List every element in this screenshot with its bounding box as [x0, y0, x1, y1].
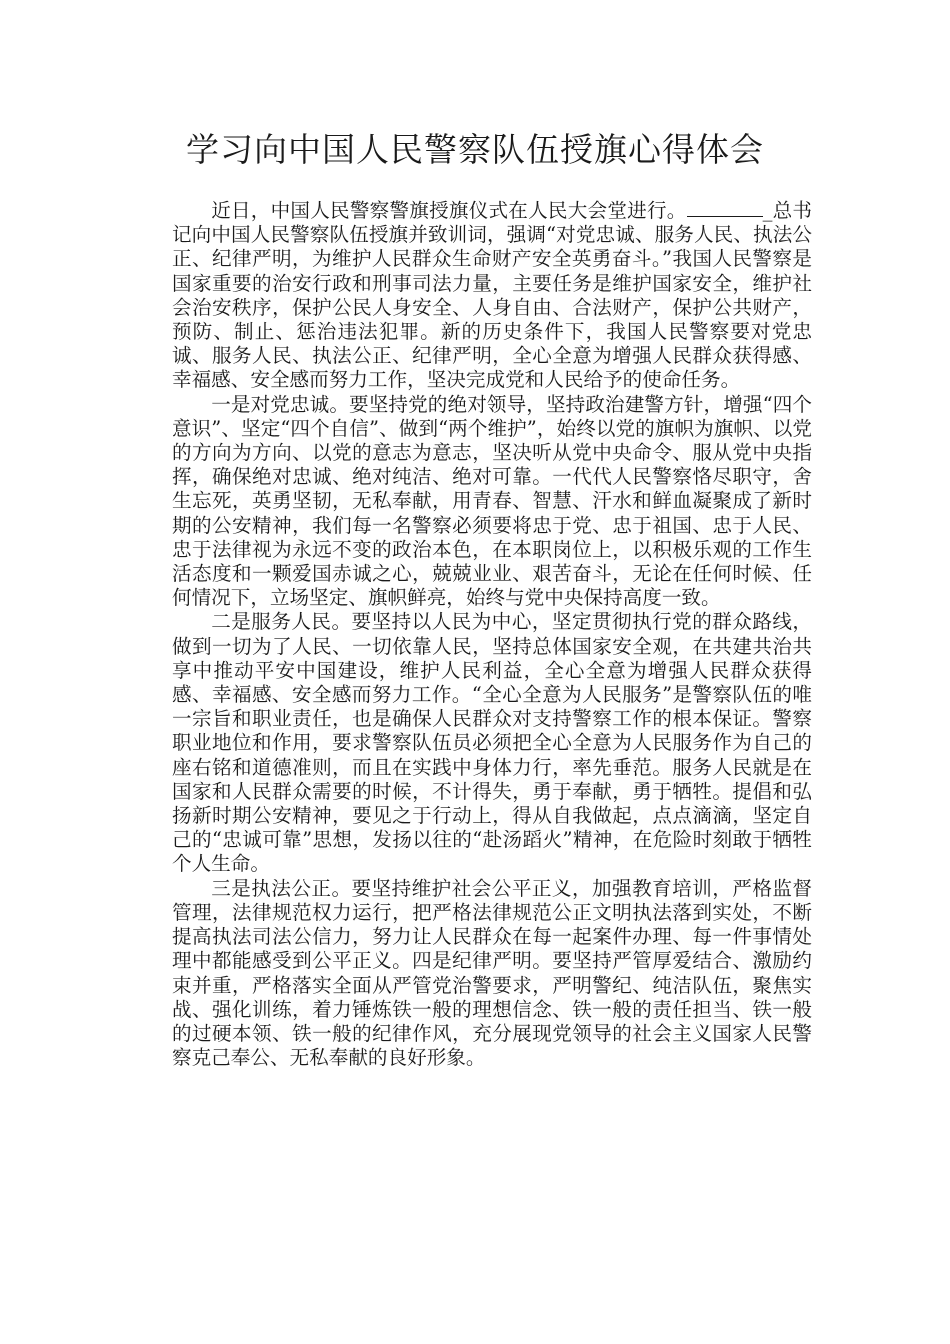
paragraph-intro: [172, 198, 812, 393]
paragraph-serve-people: 二是服务人民。要坚持以人民为中心，坚定贯彻执行党的群众路线，做到一切为了人民、一切依靠人民，坚持总体国家安全观，在共建共治共享中推动平安中国建设，维护人民利益，全心全意为增强人民群众获得感、幸福感、安全感而努力工作。“全心全意为人民服务”是警察队伍的唯一宗旨和职业责任，也是确保人民群众对支持警察工作的根本保证。警察职业地位和作用，要求警察队伍员必须把全心全意为人民服务作为自己的座右铭和道德准则，而且在实践中身体力行，率先垂范。服务人民就是在国家和人民群众需要的时候，不计得失，勇于奉献，勇于牺牲。提倡和弘扬新时期公安精神，要见之于行动上，得从自我做起，点点滴滴，坚定自己的“忠诚可靠”思想，发扬以往的“赴汤蹈火”精神，在危险时刻敢于牺牲个人生命。: [172, 610, 812, 876]
paragraph-intro-rest: _总书记向中国人民警察队伍授旗并致训词，强调“对党忠诚、服务人民、执法公正、纪律严明，为维护人民群众生命财产安全英勇奋斗。”我国人民警察是国家重要的治安行政和刑事司法力量，主要任务是维护国家安全，维护社会治安秩序，保护公民人身安全、人身自由、合法财产，保护公共财产，预防、制止、惩治违法犯罪。新的历史条件下，我国人民警察要对党忠诚、服务人民、执法公正、纪律严明，全心全意为增强人民群众获得感、幸福感、安全感而努力工作，坚决完成党和人民给予的使命任务。: [172, 199, 813, 392]
document-body: [172, 198, 812, 1070]
paragraph-fair-law: 三是执法公正。要坚持维护社会公平正义，加强教育培训，严格监督管理，法律规范权力运行，把严格法律规范公正文明执法落到实处，不断提高执法司法公信力，努力让人民群众在每一起案件办理、每一件事情处理中都能感受到公平正义。四是纪律严明。要坚持严管厚爱结合、激励约束并重，严格落实全面从严管党治警要求，严明警纪、纯洁队伍，聚焦实战、强化训练，着力锤炼铁一般的理想信念、铁一般的责任担当、铁一般的过硬本领、铁一般的纪律作风，充分展现党领导的社会主义国家人民警察克己奉公、无私奉献的良好形象。: [172, 876, 812, 1070]
blank-underline: [687, 198, 763, 217]
paragraph-loyalty: 一是对党忠诚。要坚持党的绝对领导，坚持政治建警方针，增强“四个意识”、坚定“四个自信”、做到“两个维护”，始终以党的旗帜为旗帜、以党的方向为方向、以党的意志为意志，坚决听从党中央命令、服从党中央指挥，确保绝对忠诚、绝对纯洁、绝对可靠。一代代人民警察恪尽职守，舍生忘死，英勇坚韧，无私奉献，用青春、智慧、汗水和鲜血凝聚成了新时期的公安精神，我们每一名警察必须要将忠于党、忠于祖国、忠于人民、忠于法律视为永远不变的政治本色，在本职岗位上，以积极乐观的工作生活态度和一颗爱国赤诚之心，兢兢业业、艰苦奋斗，无论在任何时候、任何情况下，立场坚定、旗帜鲜亮，始终与党中央保持高度一致。: [172, 392, 812, 610]
document-title: 学习向中国人民警察队伍授旗心得体会: [186, 130, 764, 169]
paragraph-intro-lead: 近日，中国人民警察警旗授旗仪式在人民大会堂进行。: [211, 199, 687, 222]
